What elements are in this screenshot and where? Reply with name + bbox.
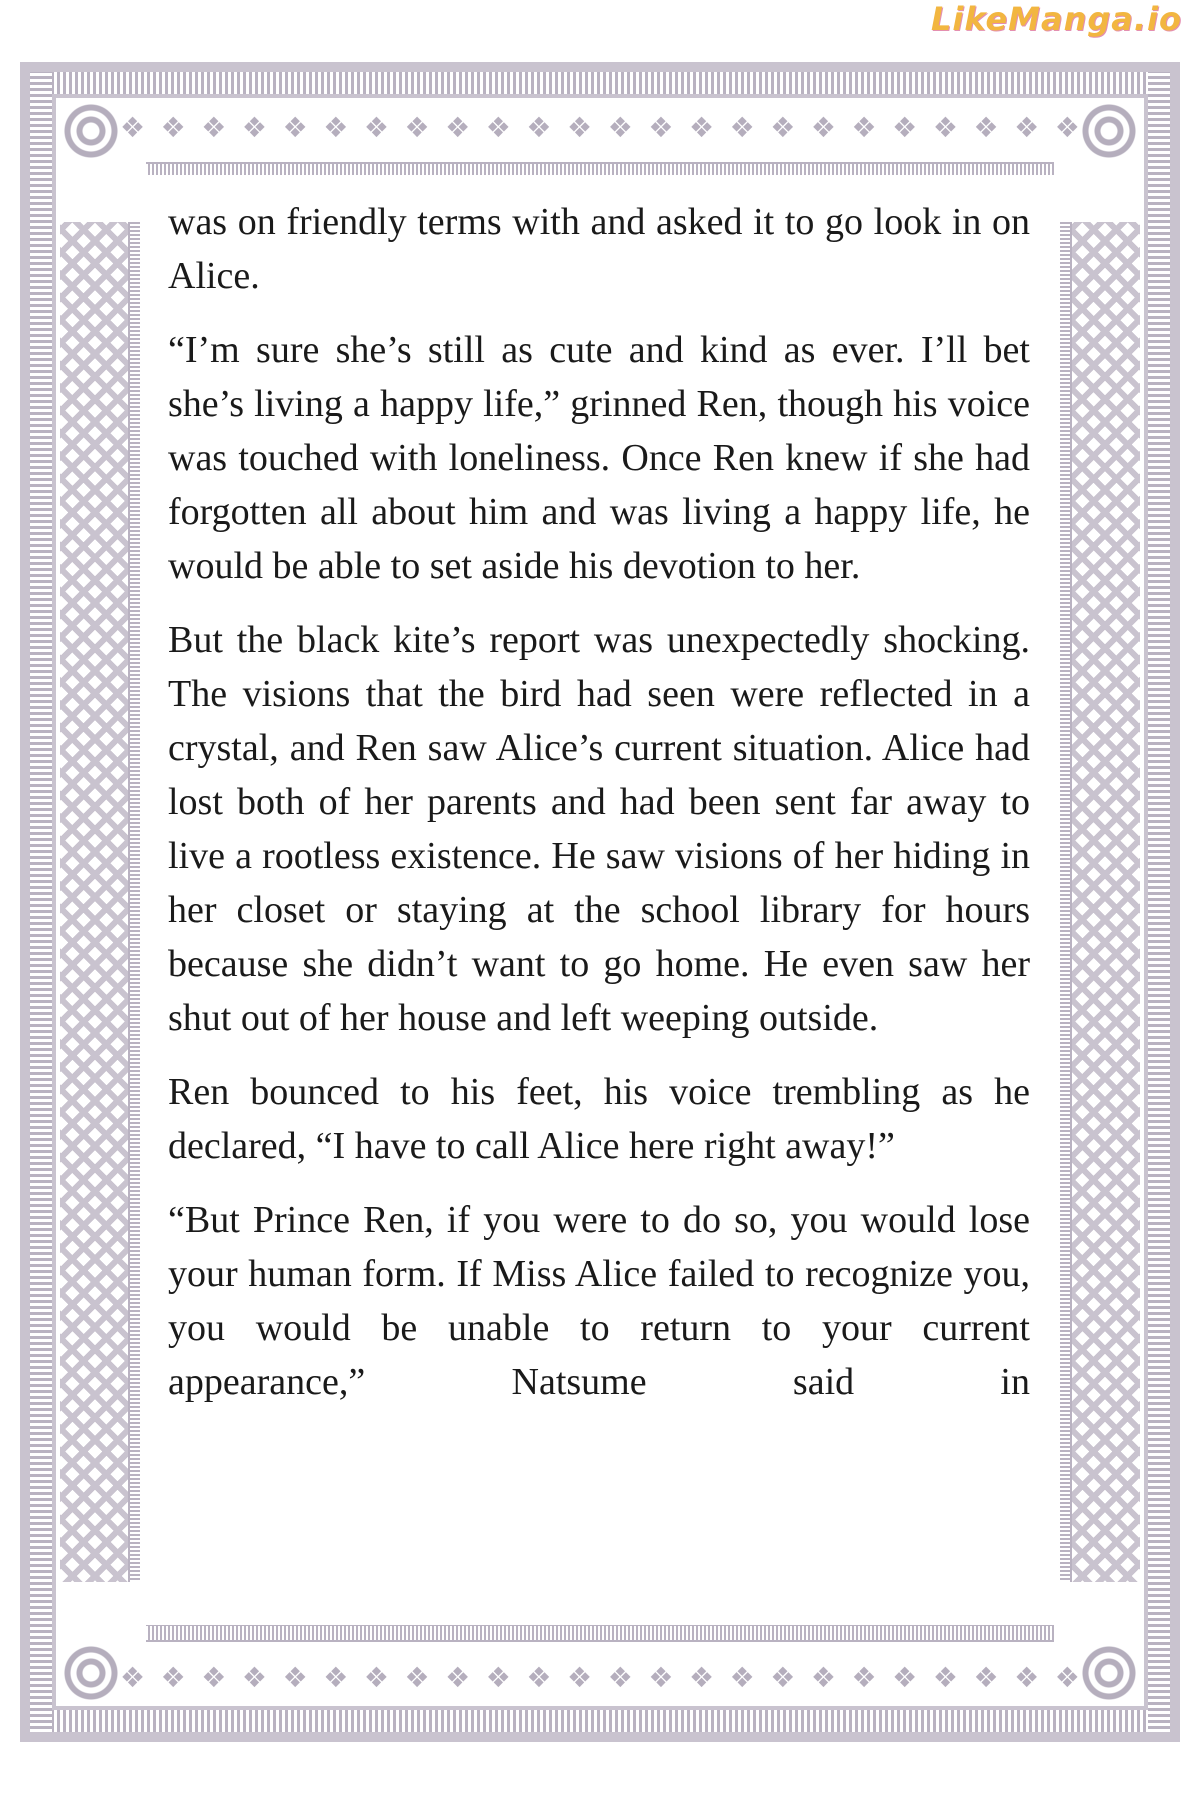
paragraph: Ren bounced to his feet, his voice trembling as he declared, “I have to call Alice here right away!”	[168, 1071, 1030, 1167]
diamond-icon: ❖	[404, 110, 430, 144]
paragraph: But the black kite’s report was unexpectedly shocking. The visions that the bird had seen were reflected in a crystal, and Ren saw Alice’s current situation. Alice had lost both of her parents and had been sent far away to live a rootless existence. He saw visions of her hiding in her closet or staying at the school library for hours because she didn’t want to go home. He even saw her shut out of her house and left weeping outside.	[168, 619, 1030, 1039]
diamond-icon: ❖	[1054, 110, 1080, 144]
diamond-icon: ❖	[241, 110, 268, 144]
diamond-icon: ❖	[1014, 110, 1040, 144]
diamond-icon: ❖	[607, 110, 633, 144]
diamond-icon: ❖	[485, 110, 511, 144]
body-text	[168, 195, 1030, 1429]
diamond-icon: ❖	[201, 1660, 227, 1694]
diamond-icon: ❖	[485, 1660, 511, 1694]
diamond-icon: ❖	[851, 110, 877, 144]
diamond-icon: ❖	[445, 1660, 471, 1694]
diamond-icon: ❖	[892, 110, 918, 144]
diamond-row-bottom	[120, 1652, 1080, 1702]
paragraph: “I’m sure she’s still as cute and kind as ever. I’ll bet she’s living a happy life,” grinned Ren, though his voice was touched with loneliness. Once Ren knew if she had forgotten all about him and was living a happy life, he would be able to set aside his devotion to her.	[168, 329, 1030, 587]
diamond-icon: ❖	[770, 110, 796, 144]
diamond-icon: ❖	[323, 110, 349, 144]
diamond-icon: ❖	[445, 110, 471, 144]
diamond-icon: ❖	[648, 1660, 674, 1694]
diamond-icon: ❖	[770, 1660, 796, 1694]
diamond-icon: ❖	[567, 110, 593, 144]
diamond-icon: ❖	[160, 1660, 186, 1694]
diamond-icon: ❖	[404, 1660, 430, 1694]
diamond-icon: ❖	[526, 110, 552, 144]
diamond-icon: ❖	[810, 110, 836, 144]
diamond-icon: ❖	[932, 110, 958, 144]
diamond-icon: ❖	[607, 1660, 633, 1694]
outer-band-top	[30, 72, 1170, 94]
site-watermark: LikeManga.io	[930, 0, 1182, 38]
rosette-icon	[1078, 100, 1140, 162]
rosette-icon	[60, 1642, 122, 1704]
diamond-icon: ❖	[688, 1660, 715, 1694]
diamond-icon: ❖	[648, 110, 674, 144]
diamond-icon: ❖	[810, 1660, 836, 1694]
diamond-icon: ❖	[729, 1660, 755, 1694]
diamond-icon: ❖	[282, 110, 308, 144]
diamond-icon: ❖	[160, 110, 186, 144]
diamond-icon: ❖	[282, 1660, 308, 1694]
side-pattern-right	[1070, 222, 1140, 1582]
diamond-icon: ❖	[526, 1660, 552, 1694]
rosette-icon	[60, 100, 122, 162]
rosette-icon	[1078, 1642, 1140, 1704]
diamond-icon: ❖	[851, 1660, 877, 1694]
diamond-icon: ❖	[1014, 1660, 1040, 1694]
diamond-icon: ❖	[729, 110, 755, 144]
side-pattern-left	[60, 222, 130, 1582]
diamond-icon: ❖	[973, 110, 999, 144]
diamond-icon: ❖	[363, 110, 389, 144]
diamond-icon: ❖	[892, 1660, 918, 1694]
outer-band-left	[30, 72, 52, 1732]
outer-band-right	[1148, 72, 1170, 1732]
inner-rule-bottom	[146, 1624, 1054, 1642]
diamond-icon: ❖	[932, 1660, 958, 1694]
diamond-icon: ❖	[120, 110, 146, 144]
outer-band-bottom	[30, 1710, 1170, 1732]
diamond-icon: ❖	[973, 1660, 999, 1694]
diamond-icon: ❖	[201, 110, 227, 144]
paragraph: was on friendly terms with and asked it to go look in on Alice.	[168, 201, 1030, 297]
text-page	[140, 175, 1060, 1625]
diamond-icon: ❖	[1054, 1660, 1080, 1694]
diamond-icon: ❖	[567, 1660, 593, 1694]
diamond-icon: ❖	[241, 1660, 268, 1694]
diamond-icon: ❖	[363, 1660, 389, 1694]
diamond-icon: ❖	[120, 1660, 146, 1694]
diamond-icon: ❖	[688, 110, 715, 144]
paragraph: “But Prince Ren, if you were to do so, you would lose your human form. If Miss Alice failed to recognize you, you would be unable to return to your current appearance,” Natsume said in	[168, 1199, 1030, 1403]
diamond-row-top	[120, 102, 1080, 152]
diamond-icon: ❖	[323, 1660, 349, 1694]
